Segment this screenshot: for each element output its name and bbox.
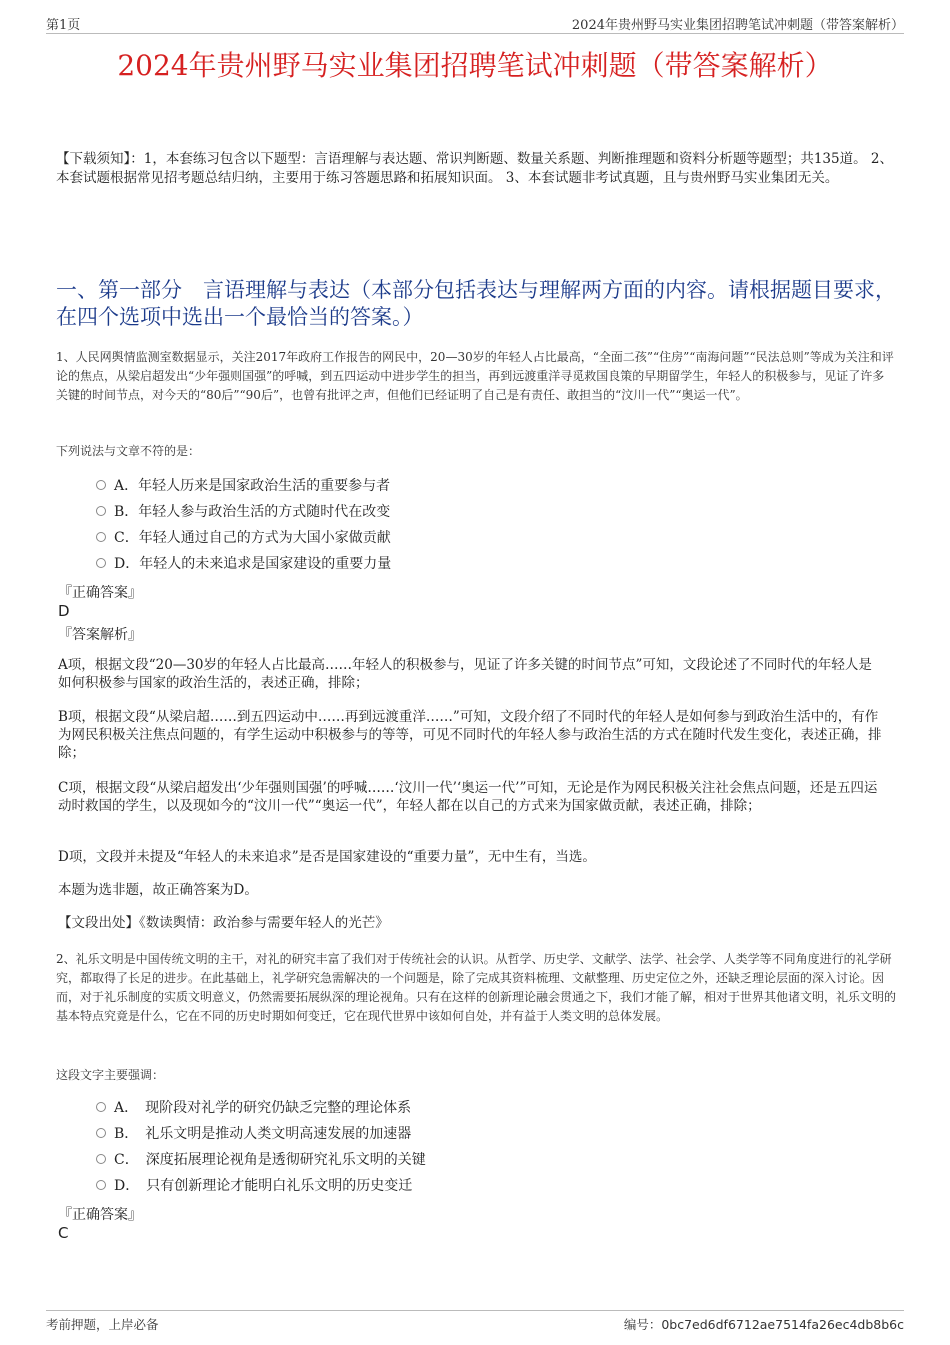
q1-analysis-c: C项，根据文段“从梁启超发出‘少年强则国强’的呼喊……‘汶川一代’‘奥运一代’”可知，无论是作为网民积极关注社会焦点问题，还是五四运动时救国的学生，以及现如今的“汶川一代”“奥运一代”，年轻人都在以自己的方式来为国家做贡献，表述正确，排除；: [58, 780, 878, 814]
q2-option-b[interactable]: B． 礼乐文明是推动人类文明高速发展的加速器: [96, 1124, 411, 1144]
page-number: 第1页: [46, 18, 81, 33]
header-divider: [46, 33, 904, 34]
radio-icon[interactable]: [96, 558, 106, 568]
q1-option-b[interactable]: B．年轻人参与政治生活的方式随时代在改变: [96, 502, 390, 522]
q1-answer: D: [58, 602, 70, 620]
page-title: 2024年贵州野马实业集团招聘笔试冲刺题（带答案解析）: [117, 49, 833, 82]
q1-prompt: 下列说法与文章不符的是：: [56, 444, 201, 458]
q2-answer: C: [58, 1224, 69, 1242]
q1-analysis-label: 『答案解析』: [58, 627, 142, 643]
page-header: [46, 14, 904, 34]
q1-option-c[interactable]: C．年轻人通过自己的方式为大国小家做贡献: [96, 528, 391, 548]
q2-option-a[interactable]: A． 现阶段对礼学的研究仍缺乏完整的理论体系: [96, 1098, 411, 1118]
q1-option-a[interactable]: A．年轻人历来是国家政治生活的重要参与者: [96, 476, 390, 496]
q2-option-c[interactable]: C． 深度拓展理论视角是透彻研究礼乐文明的关键: [96, 1150, 426, 1170]
radio-icon[interactable]: [96, 1180, 106, 1190]
download-notice: 【下载须知】：1，本套练习包含以下题型：言语理解与表达题、常识判断题、数量关系题、判断推理题和资料分析题等题型；共135道。 2、本套试题根据常见招考题总结归纳，主要用于练习答题思路和拓展知识面。 3、本套试题非考试真题，且与贵州野马实业集团无关。: [56, 151, 893, 186]
q1-analysis-b: B项，根据文段“从梁启超……到五四运动中……再到远渡重洋……”可知，文段介绍了不同时代的年轻人是如何参与到政治生活中的，有作为网民积极关注焦点问题的，有学生运动中积极参与的等等，可见不同时代的年轻人参与政治生活的方式在随时代发生变化，表述正确，排除；: [58, 709, 882, 761]
radio-icon[interactable]: [96, 1102, 106, 1112]
radio-icon[interactable]: [96, 1154, 106, 1164]
radio-icon[interactable]: [96, 1128, 106, 1138]
q1-answer-label: 『正确答案』: [58, 585, 142, 601]
radio-icon[interactable]: [96, 506, 106, 516]
radio-icon[interactable]: [96, 480, 106, 490]
q1-stem: 1、人民网舆情监测室数据显示，关注2017年政府工作报告的网民中，20—30岁的年轻人占比最高，“全面二孩”“住房”“南海问题”“民法总则”等成为关注和评论的焦点，从梁启超发出“少年强则国强”的呼喊，到五四运动中进步学生的担当，再到远渡重洋寻觅救国良策的早期留学生，年轻人的积极参与，见证了许多关键的时间节点，对今天的“80后”“90后”，也曾有批评之声，但他们已经证明了自己是有责任、敢担当的“汶川一代”“奥运一代”。: [56, 350, 894, 402]
q1-source: 【文段出处】《数读舆情：政治参与需要年轻人的光芒》: [58, 915, 389, 931]
q2-stem: 2、礼乐文明是中国传统文明的主干，对礼的研究丰富了我们对于传统社会的认识。从哲学、历史学、文献学、法学、社会学、人类学等不同角度进行的礼学研究，都取得了长足的进步。在此基础上，礼学研究急需解决的一个问题是，除了完成其资料梳理、文献整理、历史定位之外，还缺乏理论层面的深入讨论。因而，对于礼乐制度的实质文明意义，仍然需要拓展纵深的理论视角。只有在这样的创新理论融会贯通之下，我们才能了解，相对于世界其他诸文明，礼乐文明的基本特点究竟是什么，它在不同的历史时期如何变迁，它在现代世界中该如何自处，并有益于人类文明的总体发展。: [56, 952, 897, 1023]
q2-answer-label: 『正确答案』: [58, 1207, 142, 1223]
radio-icon[interactable]: [96, 532, 106, 542]
footer-slogan: 考前押题，上岸必备: [46, 1317, 159, 1332]
header-doc-title: 2024年贵州野马实业集团招聘笔试冲刺题（带答案解析）: [571, 18, 904, 33]
q2-prompt: 这段文字主要强调：: [56, 1068, 165, 1082]
q1-analysis-a: A项，根据文段“20—30岁的年轻人占比最高……年轻人的积极参与，见证了许多关键的时间节点”可知，文段论述了不同时代的年轻人是如何积极参与国家的政治生活的，表述正确，排除；: [58, 657, 872, 691]
footer-code: 编号：0bc7ed6df6712ae7514fa26ec4db8b6c: [623, 1317, 904, 1332]
q1-analysis-d: D项，文段并未提及“年轻人的未来追求”是否是国家建设的“重要力量”，无中生有，当选。: [58, 849, 596, 865]
footer-divider: [46, 1310, 904, 1311]
section-title: 一、第一部分 言语理解与表达（本部分包括表达与理解两方面的内容。请根据题目要求，在四个选项中选出一个最恰当的答案。）: [56, 278, 896, 329]
q1-option-d[interactable]: D．年轻人的未来追求是国家建设的重要力量: [96, 554, 391, 574]
q1-conclusion: 本题为选非题，故正确答案为D。: [58, 882, 258, 898]
q2-option-d[interactable]: D． 只有创新理论才能明白礼乐文明的历史变迁: [96, 1176, 412, 1196]
